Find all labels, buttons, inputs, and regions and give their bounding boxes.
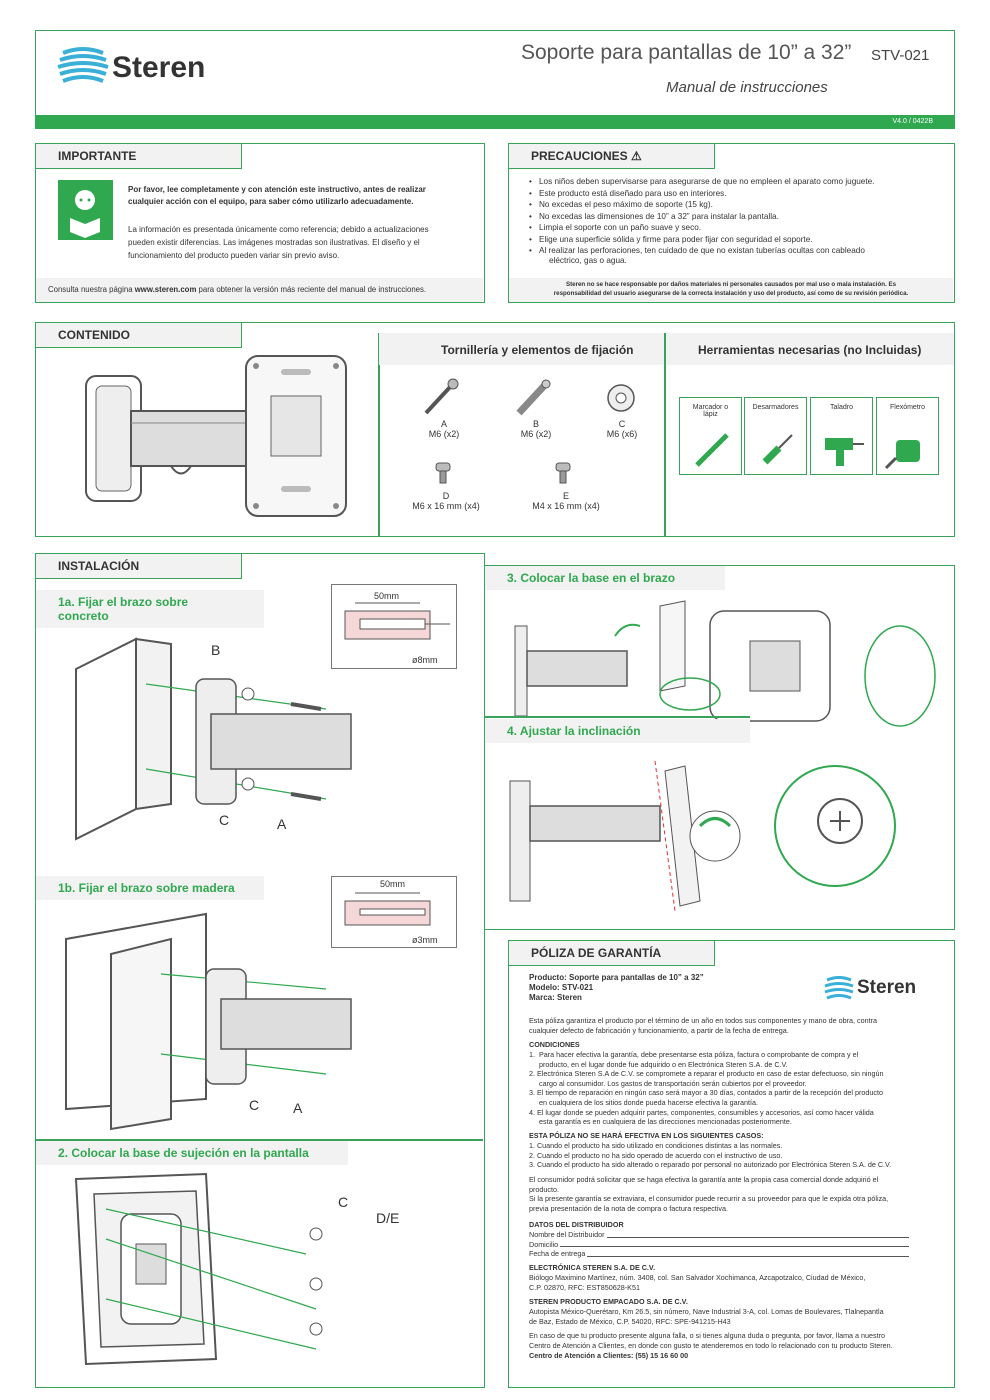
label-c-2: C [338, 1194, 349, 1210]
importante-bold-2: cualquier acción con el equipo, para saber cómo utilizarlo adecuadamente. [128, 197, 414, 206]
screw-d-icon [434, 461, 454, 486]
steps-3-4-section [485, 565, 955, 930]
precauciones-section [508, 143, 955, 303]
base-to-arm-illustration [505, 596, 945, 726]
garantia-brand: Steren [857, 977, 917, 998]
step-1a-title: 1a. Fijar el brazo sobre concreto [36, 590, 264, 628]
condition-line: 3. El tiempo de reparación en ningún caso será mayor a 30 días, contados a partir de la recepción del producto [529, 1088, 883, 1098]
precaucion-item: • Al realizar las perforaciones, ten cuidado de que no existan tuberías ocultas con cableado [529, 245, 874, 257]
extra-line: Si la presente garantía se extraviara, el consumidor puede recurrir a su proveedor para que le expida otra póliza, [529, 1194, 889, 1204]
label-c-1a: C [219, 812, 230, 828]
extra-line: producto. [529, 1184, 559, 1194]
instalacion-heading: INSTALACIÓN [36, 554, 242, 579]
condition-line: cargo al consumidor. Los gastos de transportación serán cubiertos por el proveedor. [529, 1078, 807, 1088]
condition-line: 2. Electrónica Steren S.A de C.V. se compromete a reparar el producto en caso de estar defectuoso, sin ningún [529, 1069, 884, 1079]
dist-title: DATOS DEL DISTRIBUIDOR [529, 1220, 624, 1229]
wall-mount-illustration [76, 351, 356, 521]
garantia-modelo: Modelo: STV-021 [529, 983, 594, 992]
precaucion-item: • Los niños deben supervisarse para asegurarse de que no empleen el aparato como juguete. [529, 176, 874, 188]
instalacion-section [35, 553, 485, 1388]
screen-bracket-illustration [76, 1179, 416, 1369]
customer-phone[interactable]: Centro de Atención a Clientes: (55) 15 16 60 00 [529, 1351, 689, 1360]
garantia-heading: PÓLIZA DE GARANTÍA [509, 941, 715, 966]
tool-screwdrivers-label: Desarmadores [752, 404, 799, 411]
note-line-1: Steren no se hace responsable por daños materiales ni personales causados por mal uso o mala instalación. Es [565, 281, 897, 288]
depth-1a-label: 50mm [374, 591, 400, 601]
company1-name: ELECTRÓNICA STEREN S.A. DE C.V. [529, 1263, 656, 1272]
precauciones-note [509, 278, 953, 302]
tilt-adjust-illustration [505, 761, 945, 911]
steren-logo-small-icon [824, 976, 854, 1001]
garantia-intro-2: cualquier defecto de fabricación y funcionamiento, a partir de la fecha de entrega. [529, 1026, 789, 1035]
footer-pre: Consulta nuestra página [48, 285, 135, 294]
condition-line: 1. Para hacer efectiva la garantía, debe presentarse esta póliza, factura o comprobante de compra y el [529, 1050, 859, 1059]
extra-line: previa presentación de la nota de compra o factura respectiva. [529, 1203, 728, 1213]
drill-icon [820, 430, 865, 470]
model-number: STV-021 [871, 47, 930, 64]
garantia-producto: Producto: Soporte para pantallas de 10” a 32” [529, 973, 704, 982]
part-e-letter: E [562, 491, 569, 501]
tools-title: Herramientas necesarias (no Incluidas) [698, 343, 922, 357]
dist-field-name: Nombre del Distribuidor [529, 1230, 605, 1239]
part-b-letter: B [532, 419, 539, 429]
no-cases-title: ESTA PÓLIZA NO SE HARÁ EFECTIVA EN LOS SIGUIENTES CASOS: [529, 1131, 764, 1140]
condition-line: 4. El lugar donde se pueden adquirir partes, componentes, consumibles y accesorios, así como hacer válida [529, 1107, 874, 1117]
wood-wall-install-illustration [66, 929, 366, 1129]
tool-drill-label: Taladro [830, 404, 853, 411]
garantia-section [508, 940, 955, 1388]
tool-drill [810, 397, 873, 475]
header-box [35, 30, 955, 128]
tool-screwdrivers [744, 397, 807, 475]
precaucion-item: • No excedas el peso máximo de soporte (15 kg). [529, 199, 874, 211]
no-cases-list [529, 1141, 891, 1170]
part-b-spec: M6 (x2) [520, 429, 552, 439]
importante-footer [36, 278, 483, 302]
doc-subtitle: Manual de instrucciones [666, 79, 828, 96]
importante-info-3: funcionamiento del producto pueden variar sin previo aviso. [128, 251, 340, 260]
no-case-line: 1. Cuando el producto ha sido utilizado en condiciones distintas a las normales. [529, 1141, 783, 1150]
tool-tape [876, 397, 939, 475]
warning-icon: ⚠ [631, 149, 642, 163]
contenido-heading: CONTENIDO [36, 323, 242, 348]
precaucion-item: • Limpia el soporte con un paño suave y seco. [529, 222, 874, 234]
precauciones-list [529, 176, 874, 257]
screw-a-icon [421, 378, 461, 418]
steren-logo-icon [58, 47, 108, 87]
dist-field-date: Fecha de entrega [529, 1249, 586, 1259]
hardware-title: Tornillería y elementos de fijación [441, 343, 634, 357]
part-c-spec: M6 (x6) [606, 429, 638, 439]
label-a-1a: A [277, 816, 287, 832]
no-case-line: 2. Cuando el producto no ha sido operado de acuerdo con el instructivo de uso. [529, 1150, 783, 1160]
closing-2: Centro de Atención a Clientes, en donde con gusto te atenderemos en todo lo relacionado con tu producto Steren. [529, 1341, 893, 1350]
version-bar [35, 115, 955, 129]
part-c-label [582, 419, 662, 439]
washer-c-icon [606, 383, 636, 413]
company1-addr2: C.P. 02870, RFC: EST850628-K51 [529, 1283, 640, 1292]
step-3-title: 3. Colocar la base en el brazo [485, 566, 725, 590]
brand-name: Steren [112, 51, 206, 84]
company2-addr1: Autopista México-Querétaro, Km 26.5, sin número, Nave Industrial 3-A, col. Lomas de Boulevares, Tlalnepantla [529, 1307, 884, 1316]
part-b-label [496, 419, 576, 439]
garantia-intro-1: Esta póliza garantiza el producto por el término de un año en todos sus componentes y mano de obra, contra [529, 1016, 878, 1025]
step-4-title: 4. Ajustar la inclinación [485, 719, 750, 743]
extra-list [529, 1175, 888, 1213]
dist-field[interactable] [529, 1249, 909, 1259]
step-1b-title: 1b. Fijar el brazo sobre madera [36, 876, 264, 900]
screw-e-icon [554, 461, 574, 486]
extra-line: El consumidor podrá solicitar que se haga efectiva la garantía ante la propia casa comercial donde adquirió el [529, 1175, 879, 1184]
no-case-line: 3. Cuando el producto ha sido alterado o reparado por personal no autorizado por Electrónica Steren S.A. de C.V. [529, 1160, 892, 1170]
dia-1b-label: ø3mm [412, 935, 438, 945]
condition-line: producto, en el lugar donde fue adquirido o en Electrónica Steren S.A. de C.V. [529, 1059, 788, 1069]
doc-title: Soporte para pantallas de 10” a 32” [521, 41, 852, 64]
pencil-icon [692, 430, 732, 470]
closing-1: En caso de que tu producto presente alguna falla, o si tienes alguna duda o pregunta, por favor, llama a nuestro [529, 1331, 886, 1340]
precauciones-title: PRECAUCIONES [531, 149, 628, 163]
precauciones-heading [509, 144, 715, 169]
label-de-2: D/E [376, 1210, 400, 1226]
depth-1b-label: 50mm [380, 879, 406, 889]
part-c-letter: C [618, 419, 626, 429]
part-a-spec: M6 (x2) [428, 429, 460, 439]
anchor-b-icon [514, 378, 554, 418]
label-a-1b: A [293, 1100, 303, 1116]
part-e-spec: M4 x 16 mm (x4) [532, 501, 600, 511]
footer-post: para obtener la versión más reciente del manual de instrucciones. [196, 285, 427, 294]
importante-section [35, 143, 485, 303]
dist-field[interactable] [529, 1230, 909, 1240]
conditions-title: CONDICIONES [529, 1040, 580, 1049]
label-b-1a: B [211, 642, 221, 658]
version-label: V4.0 / 0422B [892, 118, 933, 125]
precaucion-item: • Elige una superficie sólida y firme para poder fijar con seguridad el soporte. [529, 234, 874, 246]
part-a-label [404, 419, 484, 439]
contenido-section [35, 322, 955, 537]
tape-measure-icon [886, 430, 931, 470]
dist-field-address: Domicilio [529, 1239, 559, 1249]
steren-link[interactable]: www.steren.com [134, 285, 197, 294]
tool-tape-label: Flexómetro [889, 404, 925, 411]
importante-heading: IMPORTANTE [36, 144, 242, 169]
label-c-1b: C [249, 1097, 260, 1113]
garantia-marca: Marca: Steren [529, 993, 582, 1002]
company2-name: STEREN PRODUCTO EMPACADO S.A. DE C.V. [529, 1297, 688, 1306]
concrete-wall-install-illustration [76, 639, 376, 839]
dist-field[interactable] [529, 1240, 909, 1250]
reading-icon [58, 180, 113, 240]
tool-marker-label: Marcador o lápiz [692, 404, 729, 418]
company1-addr1: Biólogo Maximino Martínez, núm. 3408, col. San Salvador Xochimanca, Azcapotzalco, Ciudad de México, [529, 1273, 866, 1282]
condition-line: esta garantía es en cualquiera de las direcciones mencionadas posteriormente. [529, 1117, 792, 1127]
importante-info-2: pueden existir diferencias. Las imágenes mostradas son ilustrativas. El diseño y el [128, 238, 420, 247]
precaucion-item: • Este producto está diseñado para uso en interiores. [529, 188, 874, 200]
tool-marker [679, 397, 742, 475]
screwdriver-icon [757, 430, 797, 470]
step-2-title: 2. Colocar la base de sujeción en la pantalla [36, 1141, 348, 1165]
importante-info-1: La información es presentada únicamente como referencia; debido a actualizaciones [128, 225, 429, 234]
part-d-letter: D [442, 491, 450, 501]
part-d-label [401, 491, 491, 511]
precaucion-item: • No excedas las dimensiones de 10” a 32” para instalar la pantalla. [529, 211, 874, 223]
condition-line: en cualquiera de los sitios donde pueda hacerse efectiva la garantía. [529, 1097, 758, 1107]
part-a-letter: A [440, 419, 447, 429]
company2-addr2: de Baz, Estado de México, C.P. 54020, RFC: SPE-941215-H43 [529, 1317, 731, 1326]
part-d-spec: M6 x 16 mm (x4) [412, 501, 480, 511]
conditions-list [529, 1050, 884, 1127]
note-line-2: responsabilidad del usuario asegurarse de la correcta instalación y uso del producto, así como de su revisión periódica. [553, 289, 909, 297]
dist-fields [529, 1230, 909, 1259]
importante-bold-1: Por favor, lee completamente y con atención este instructivo, antes de realizar [128, 185, 426, 194]
dia-1a-label: ø8mm [412, 655, 438, 665]
precaucion-item-continuation: eléctrico, gas o agua. [549, 256, 627, 265]
part-e-label [521, 491, 611, 511]
step4-divider-top [485, 716, 750, 718]
